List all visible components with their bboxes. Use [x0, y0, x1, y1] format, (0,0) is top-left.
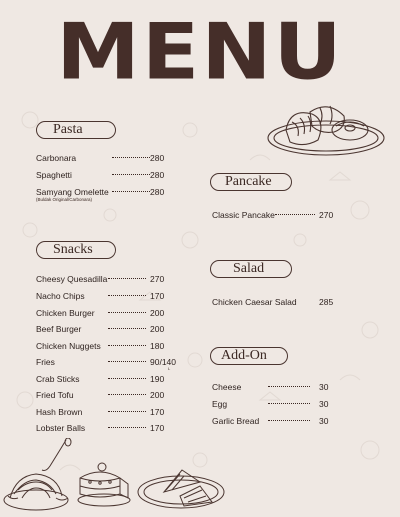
item-price: 190	[150, 374, 165, 384]
item-name: Spaghetti	[36, 170, 72, 180]
item-price: 200	[150, 308, 165, 318]
leader-dots	[108, 278, 146, 279]
leader-dots	[108, 312, 146, 313]
list-item	[212, 381, 337, 393]
list-item	[36, 323, 166, 335]
list-item	[36, 422, 166, 434]
item-name: Samyang Omelette	[36, 187, 109, 197]
item-name: Garlic Bread	[212, 416, 260, 426]
list-item	[212, 398, 337, 410]
item-name: Carbonara	[36, 153, 77, 163]
item-price: 280	[150, 187, 165, 197]
item-name: Cheese	[212, 382, 242, 392]
sandwich-plate-icon	[136, 462, 226, 514]
item-price: 170	[150, 407, 165, 417]
item-price: 270	[319, 210, 334, 220]
section-heading-addon: Add-On	[210, 347, 288, 365]
section-heading-snacks: Snacks	[36, 241, 116, 259]
item-price: 30	[319, 399, 329, 409]
leader-dots	[112, 157, 150, 158]
item-price: 30	[319, 416, 329, 426]
list-item	[212, 415, 337, 427]
item-price: 170	[150, 423, 165, 433]
item-price: 280	[150, 153, 165, 163]
item-name: Cheesy Quesadilla	[36, 274, 108, 284]
item-price: 180	[150, 341, 165, 351]
item-price: 200	[150, 390, 165, 400]
leader-dots	[112, 174, 150, 175]
leader-dots	[108, 345, 146, 346]
leader-dots	[112, 191, 150, 192]
item-note: (Buldak Original/Carbonara)	[36, 197, 93, 202]
section-heading-pancake: Pancake	[210, 173, 292, 191]
item-price: 285	[319, 297, 334, 307]
list-item	[36, 307, 166, 319]
leader-dots	[275, 214, 315, 215]
item-price: 170	[150, 291, 165, 301]
item-name: Nacho Chips	[36, 291, 85, 301]
item-name: Chicken Caesar Salad	[212, 297, 297, 307]
leader-dots	[268, 386, 310, 387]
leader-dots	[108, 361, 146, 362]
item-name: Chicken Burger	[36, 308, 95, 318]
leader-dots	[108, 411, 146, 412]
section-heading-pasta: Pasta	[36, 121, 116, 139]
leader-dots	[108, 394, 146, 395]
item-price: 90/140	[150, 357, 176, 367]
leader-dots	[108, 328, 146, 329]
item-name: Classic Pancake	[212, 210, 275, 220]
leader-dots	[268, 420, 310, 421]
item-name: Crab Sticks	[36, 374, 80, 384]
item-name: Fries	[36, 357, 55, 367]
item-price: 30	[319, 382, 329, 392]
spaghetti-icon	[2, 438, 74, 516]
list-item	[36, 406, 166, 418]
item-price: 270	[150, 274, 165, 284]
leader-dots	[108, 427, 146, 428]
size-mark: L	[168, 366, 171, 371]
item-name: Fried Tofu	[36, 390, 74, 400]
list-item	[36, 169, 166, 181]
item-price: 200	[150, 324, 165, 334]
list-item	[36, 356, 176, 368]
item-name: Beef Burger	[36, 324, 82, 334]
list-item	[36, 273, 166, 285]
list-item	[36, 340, 166, 352]
list-item	[212, 296, 337, 308]
item-name: Lobster Balls	[36, 423, 86, 433]
section-heading-salad: Salad	[210, 260, 292, 278]
leader-dots	[108, 295, 146, 296]
item-name: Egg	[212, 399, 228, 409]
item-price: 280	[150, 170, 165, 180]
bread-plate-icon	[266, 100, 388, 160]
item-name: Hash Brown	[36, 407, 83, 417]
item-name: Chicken Nuggets	[36, 341, 101, 351]
leader-dots	[268, 403, 310, 404]
leader-dots	[108, 378, 146, 379]
list-item	[36, 389, 166, 401]
list-item	[36, 373, 166, 385]
cake-slice-icon	[76, 458, 132, 508]
list-item	[212, 209, 337, 221]
list-item	[36, 290, 166, 302]
menu-title: MENU	[56, 6, 344, 98]
list-item	[36, 152, 166, 164]
